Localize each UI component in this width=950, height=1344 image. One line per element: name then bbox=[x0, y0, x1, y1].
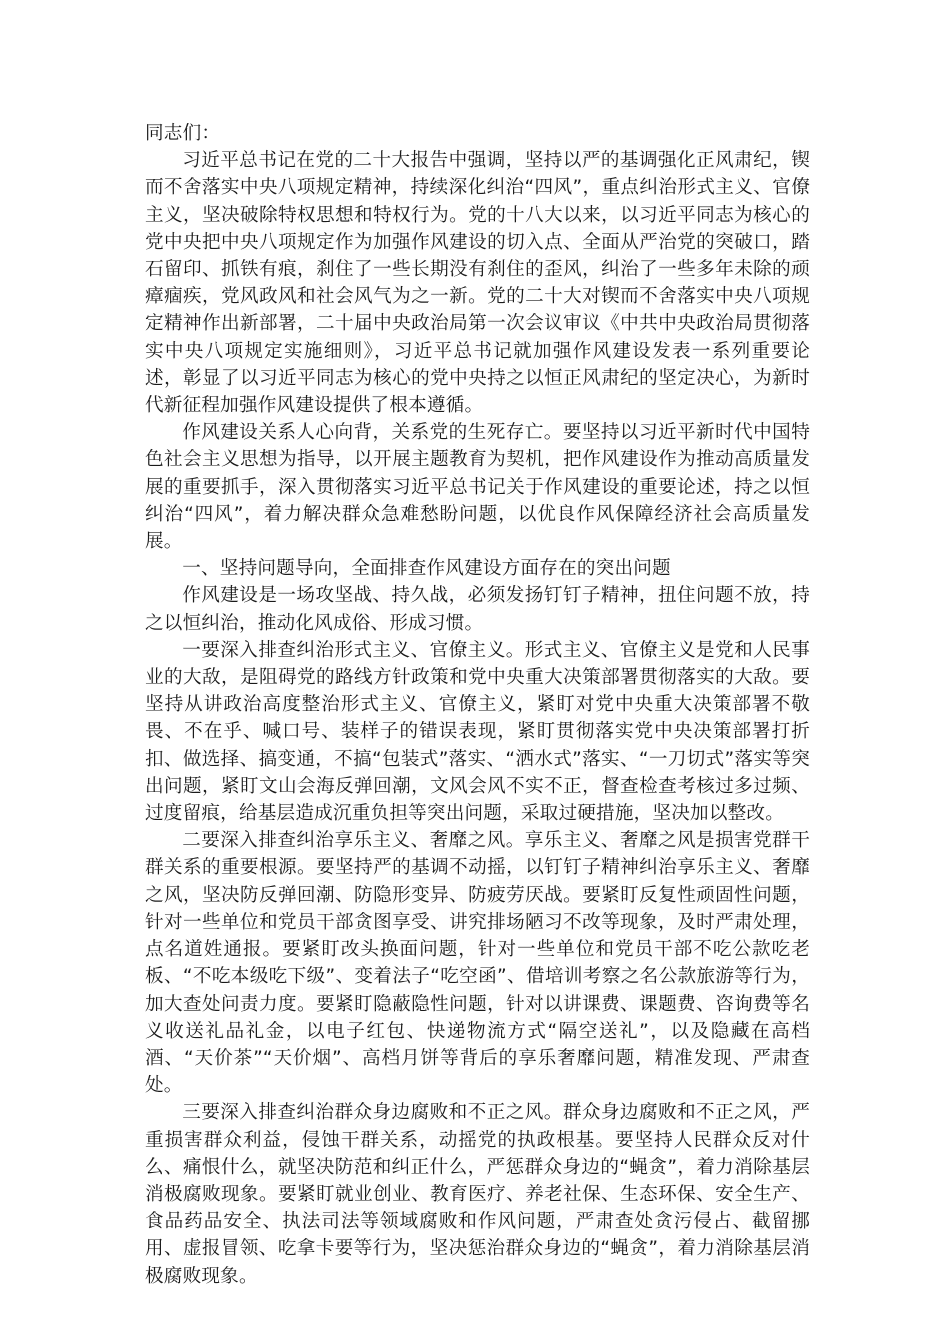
document-body bbox=[145, 120, 810, 1290]
paragraph-importance: 作风建设关系人心向背，关系党的生死存亡。要坚持以习近平新时代中国特色社会主义思想为指导，以开展主题教育为契机，把作风建设作为推动高质量发展的重要抓手，深入贯彻落实习近平总书记关于作风建设的重要论述，持之以恒纠治“四风”，着力解决群众急难愁盼问题，以优良作风保障经济社会高质量发展。 bbox=[145, 422, 810, 553]
paragraph-hedonism: 二要深入排查纠治享乐主义、奢靡之风。享乐主义、奢靡之风是损害党群干群关系的重要根源。要坚持严的基调不动摇，以钉钉子精神纠治享乐主义、奢靡之风，坚决防反弹回潮、防隐形变异、防疲劳厌战。要紧盯反复性顽固性问题，针对一些单位和党员干部贪图享受、讲究排场陋习不改等现象，及时严肃处理，点名道姓通报。要紧盯改头换面问题，针对一些单位和党员干部不吃公款吃老板、“不吃本级吃下级”、变着法子“吃空函”、借培训考察之名公款旅游等行为，加大查处问责力度。要紧盯隐蔽隐性问题，针对以讲课费、课题费、咨询费等名义收送礼品礼金，以电子红包、快递物流方式“隔空送礼”，以及隐藏在高档酒、“天价茶”“天价烟”、高档月饼等背后的享乐奢靡问题，精准发现、严肃查处。 bbox=[145, 830, 810, 1097]
section-heading-1: 一、坚持问题导向，全面排查作风建设方面存在的突出问题 bbox=[182, 558, 671, 580]
paragraph-intro: 习近平总书记在党的二十大报告中强调，坚持以严的基调强化正风肃纪，锲而不舍落实中央八项规定精神，持续深化纠治“四风”，重点纠治形式主义、官僚主义，坚决破除特权思想和特权行为。党的十八大以来，以习近平同志为核心的党中央把中央八项规定作为加强作风建设的切入点、全面从严治党的突破口，踏石留印、抓铁有痕，刹住了一些长期没有刹住的歪风，纠治了一些多年未除的顽瘴痼疾，党风政风和社会风气为之一新。党的二十大对锲而不舍落实中央八项规定精神作出新部署，二十届中央政治局第一次会议审议《中共中央政治局贯彻落实中央八项规定实施细则》，习近平总书记就加强作风建设发表一系列重要论述，彰显了以习近平同志为核心的党中央持之以恒正风肃纪的坚定决心，为新时代新征程加强作风建设提供了根本遵循。 bbox=[145, 150, 810, 417]
paragraph-grassroots-corruption: 三要深入排查纠治群众身边腐败和不正之风。群众身边腐败和不正之风，严重损害群众利益，侵蚀干群关系，动摇党的执政根基。要坚持人民群众反对什么、痛恨什么，就坚决防范和纠正什么，严惩群众身边的“蝇贪”，着力消除基层消极腐败现象。要紧盯就业创业、教育医疗、养老社保、生态环保、安全生产、食品药品安全、执法司法等领域腐败和作风问题，严肃查处贪污侵占、截留挪用、虚报冒领、吃拿卡要等行为，坚决惩治群众身边的“蝇贪”，着力消除基层消极腐败现象。 bbox=[145, 1102, 810, 1287]
salutation: 同志们： bbox=[145, 123, 221, 144]
paragraph-formalism: 一要深入排查纠治形式主义、官僚主义。形式主义、官僚主义是党和人民事业的大敌，是阻碍党的路线方针政策和党中央重大决策部署贯彻落实的大敌。要坚持从讲政治高度整治形式主义、官僚主义，紧盯对党中央重大决策部署不敬畏、不在乎、喊口号、装样子的错误表现，紧盯贯彻落实党中央决策部署打折扣、做选择、搞变通，不搞“包装式”落实、“洒水式”落实、“一刀切式”落实等突出问题，紧盯文山会海反弹回潮，文风会风不实不正，督查检查考核过多过频、过度留痕，给基层造成沉重负担等突出问题，采取过硬措施，坚决加以整改。 bbox=[145, 639, 810, 825]
paragraph-section-1-intro: 作风建设是一场攻坚战、持久战，必须发扬钉钉子精神，扭住问题不放，持之以恒纠治，推动化风成俗、形成习惯。 bbox=[145, 585, 810, 634]
